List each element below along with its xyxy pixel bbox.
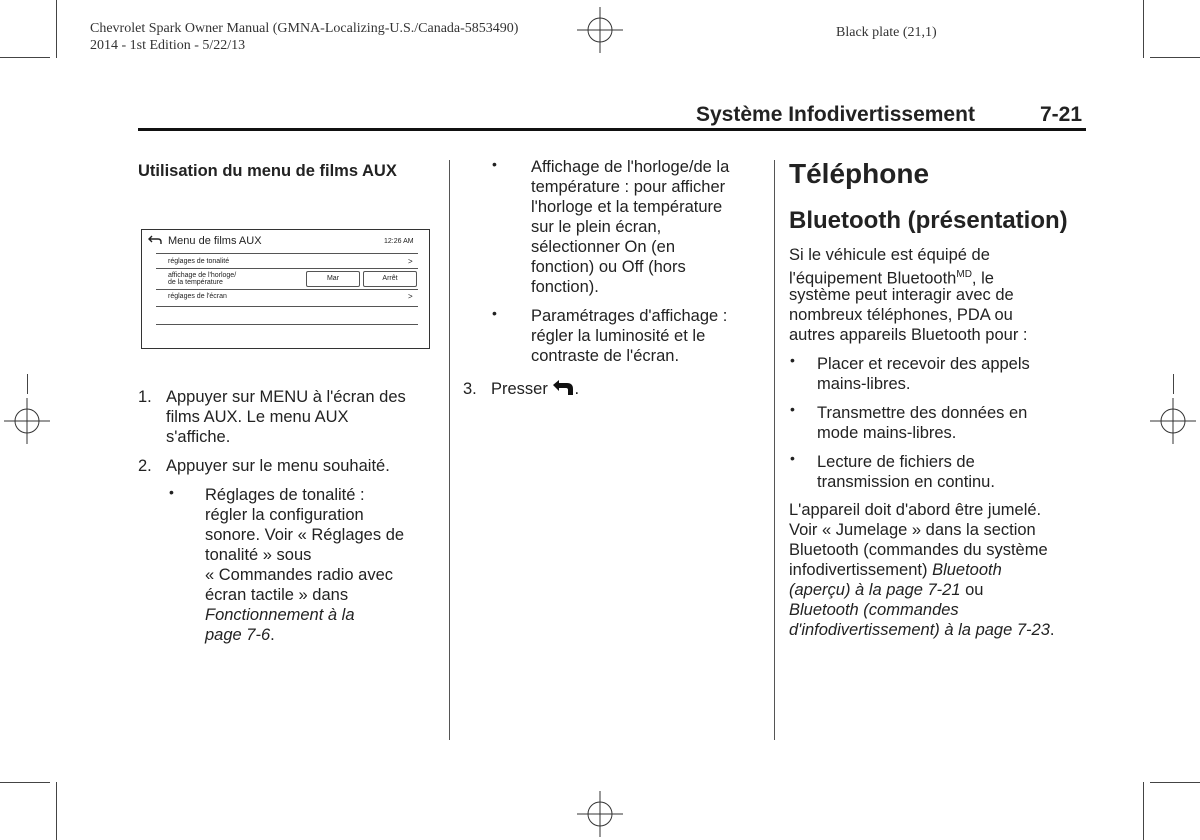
pairing-paragraph-line: L'appareil doit d'abord être jumelé. bbox=[789, 501, 1042, 519]
feature-bullet-line: Placer et recevoir des appels bbox=[817, 355, 1030, 373]
bullet1-line: tonalité » sous bbox=[205, 546, 312, 564]
step1-line: Appuyer sur MENU à l'écran des bbox=[166, 388, 406, 406]
step-number: 2. bbox=[138, 457, 152, 475]
bullet: • bbox=[169, 484, 174, 500]
paragraph-text: ou bbox=[960, 581, 984, 599]
bullet2-line: l'horloge et la température bbox=[531, 198, 723, 216]
pairing-paragraph-line: Voir « Jumelage » dans la section bbox=[789, 521, 1036, 539]
period: . bbox=[270, 626, 275, 644]
bullet: • bbox=[492, 156, 497, 172]
back-arrow-icon bbox=[148, 235, 162, 245]
step1-line: films AUX. Le menu AUX bbox=[166, 408, 349, 426]
crop-mark bbox=[56, 782, 57, 840]
cross-reference-link[interactable]: d'infodivertissement) à la page 7-23 bbox=[789, 621, 1050, 639]
print-header-line1: Chevrolet Spark Owner Manual (GMNA-Localizing-U.S./Canada-5853490) bbox=[90, 21, 519, 36]
bullet2-line: sur le plein écran, bbox=[531, 218, 662, 236]
step3-label: Presser bbox=[491, 380, 548, 398]
bullet: • bbox=[492, 305, 497, 321]
crop-mark bbox=[1173, 374, 1174, 394]
crop-mark bbox=[1143, 782, 1144, 840]
trademark-superscript: MD bbox=[956, 269, 972, 280]
bullet1-line: Réglages de tonalité : bbox=[205, 486, 365, 504]
bullet: • bbox=[790, 450, 795, 466]
bullet2-line: Affichage de l'horloge/de la bbox=[531, 158, 730, 176]
feature-bullet-line: transmission en continu. bbox=[817, 473, 995, 491]
feature-bullet-line: Lecture de fichiers de bbox=[817, 453, 975, 471]
off-button: Arrêt bbox=[363, 271, 417, 287]
bullet: • bbox=[790, 352, 795, 368]
intro-line: système peut interagir avec de bbox=[789, 286, 1014, 304]
crop-mark bbox=[1150, 57, 1200, 58]
bullet3-line: contraste de l'écran. bbox=[531, 347, 680, 365]
chevron-right-icon: > bbox=[408, 257, 413, 266]
registration-mark-icon bbox=[2, 396, 52, 446]
pairing-paragraph-line: Bluetooth (commandes du système bbox=[789, 541, 1048, 559]
cross-reference-link[interactable]: page 7-6 bbox=[205, 626, 271, 644]
bullet1-line: écran tactile » dans bbox=[205, 586, 349, 604]
bullet1-line: « Commandes radio avec bbox=[205, 566, 394, 584]
menu-row-display: réglages de l'écran bbox=[168, 293, 227, 300]
screen-divider bbox=[156, 253, 418, 254]
intro-text: , le bbox=[971, 269, 994, 288]
cross-reference-link[interactable]: Fonctionnement à la bbox=[205, 606, 355, 624]
bullet1-tail bbox=[205, 625, 275, 645]
registration-mark-icon bbox=[1148, 396, 1198, 446]
pairing-paragraph-line bbox=[789, 620, 1054, 640]
crop-mark bbox=[1150, 782, 1200, 783]
screen-divider bbox=[156, 268, 418, 269]
on-button: Mar bbox=[306, 271, 360, 287]
menu-row-clock-line1: affichage de l'horloge/ bbox=[168, 272, 237, 279]
menu-row-clock-line2: de la température bbox=[168, 279, 223, 286]
intro-line: nombreux téléphones, PDA ou bbox=[789, 306, 1013, 324]
crop-mark bbox=[1143, 0, 1144, 58]
pairing-paragraph-line bbox=[789, 580, 983, 600]
back-arrow-icon bbox=[552, 380, 574, 396]
cross-reference-link[interactable]: (aperçu) à la page 7-21 bbox=[789, 581, 961, 599]
section-title: Système Infodivertissement bbox=[696, 103, 975, 126]
registration-mark-icon bbox=[575, 789, 625, 839]
step3-text bbox=[491, 379, 579, 399]
bullet1-line: sonore. Voir « Réglages de bbox=[205, 526, 405, 544]
bullet1-line: régler la configuration bbox=[205, 506, 364, 524]
screen-divider bbox=[156, 289, 418, 290]
pairing-paragraph-line bbox=[789, 560, 1002, 580]
screen-divider bbox=[156, 324, 418, 325]
step-number: 1. bbox=[138, 388, 152, 406]
subsection-heading: Utilisation du menu de films AUX bbox=[138, 162, 397, 180]
bullet2-line: sélectionner On (en bbox=[531, 238, 675, 256]
subsection-heading: Bluetooth (présentation) bbox=[789, 207, 1068, 234]
intro-line: Si le véhicule est équipé de bbox=[789, 246, 990, 264]
column-divider bbox=[774, 160, 775, 740]
period: . bbox=[1049, 621, 1055, 639]
step-number: 3. bbox=[463, 380, 477, 398]
bullet2-line: fonction). bbox=[531, 278, 599, 296]
screen-divider bbox=[156, 306, 418, 307]
chevron-right-icon: > bbox=[408, 292, 413, 301]
print-header-line2: 2014 - 1st Edition - 5/22/13 bbox=[90, 38, 246, 53]
intro-line: autres appareils Bluetooth pour : bbox=[789, 326, 1028, 344]
screen-title: Menu de films AUX bbox=[168, 235, 262, 247]
bullet3-line: régler la luminosité et le bbox=[531, 327, 706, 345]
aux-menu-screen-illustration bbox=[141, 229, 430, 349]
period: . bbox=[574, 380, 580, 398]
paragraph-text: infodivertissement) bbox=[789, 561, 933, 579]
column-divider bbox=[449, 160, 450, 740]
plate-label: Black plate (21,1) bbox=[836, 25, 937, 40]
feature-bullet-line: mains-libres. bbox=[817, 375, 911, 393]
crop-mark bbox=[0, 57, 50, 58]
step1-line: s'affiche. bbox=[166, 428, 231, 446]
cross-reference-link[interactable]: Bluetooth bbox=[932, 561, 1002, 579]
step2-text: Appuyer sur le menu souhaité. bbox=[166, 457, 390, 475]
header-rule bbox=[138, 128, 1086, 131]
bullet: • bbox=[790, 401, 795, 417]
cross-reference-link[interactable]: Bluetooth (commandes bbox=[789, 601, 959, 619]
menu-row-tone: réglages de tonalité bbox=[168, 258, 230, 265]
section-heading: Téléphone bbox=[789, 158, 930, 189]
bullet2-line: température : pour afficher bbox=[531, 178, 726, 196]
crop-mark bbox=[56, 0, 57, 58]
registration-mark-icon bbox=[575, 5, 625, 55]
crop-mark bbox=[27, 374, 28, 394]
intro-text: l'équipement Bluetooth bbox=[789, 269, 957, 288]
bullet3-line: Paramétrages d'affichage : bbox=[531, 307, 728, 325]
bullet2-line: fonction) ou Off (hors bbox=[531, 258, 686, 276]
page-number: 7-21 bbox=[1040, 103, 1083, 126]
feature-bullet-line: mode mains-libres. bbox=[817, 424, 957, 442]
screen-time: 12:26 AM bbox=[384, 238, 414, 245]
feature-bullet-line: Transmettre des données en bbox=[817, 404, 1028, 422]
crop-mark bbox=[0, 782, 50, 783]
